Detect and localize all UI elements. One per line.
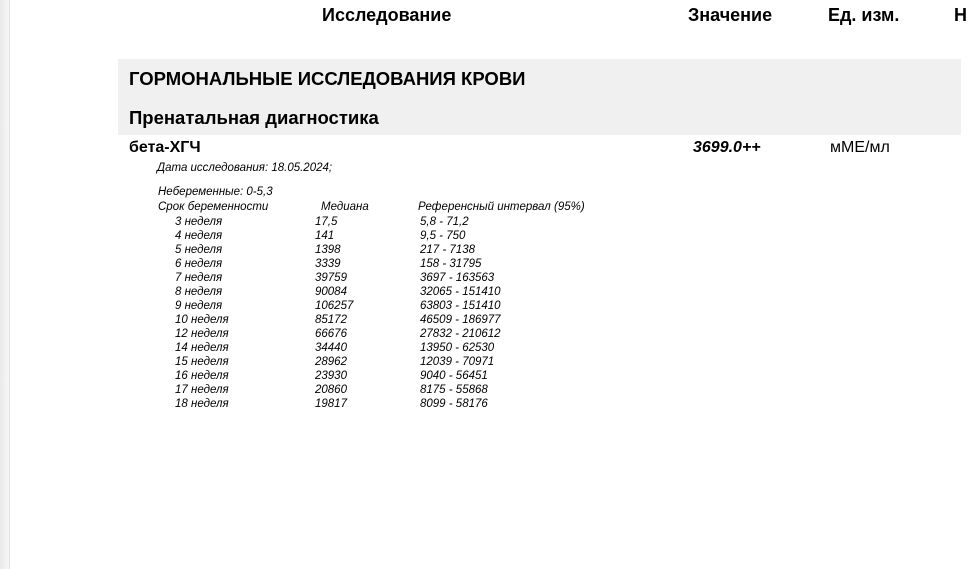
ref-median-cell: 17,5 bbox=[315, 216, 338, 228]
header-cut-column: Н bbox=[954, 5, 967, 25]
ref-header-median: Медиана bbox=[321, 201, 369, 213]
ref-median-cell: 20860 bbox=[315, 384, 347, 396]
section-title: ГОРМОНАЛЬНЫЕ ИССЛЕДОВАНИЯ КРОВИ bbox=[129, 68, 526, 89]
ref-week-cell: 3 неделя bbox=[175, 216, 223, 228]
test-unit: мМЕ/мл bbox=[830, 139, 890, 156]
ref-week-cell: 5 неделя bbox=[175, 244, 223, 256]
ref-median-cell: 23930 bbox=[315, 370, 347, 382]
ref-week-cell: 16 неделя bbox=[175, 370, 229, 382]
ref-median-cell: 141 bbox=[315, 230, 335, 242]
page-left-edge bbox=[0, 0, 10, 569]
test-value: 3699.0++ bbox=[693, 139, 761, 156]
test-name: бета-ХГЧ bbox=[129, 139, 201, 156]
nonpregnant-reference: Небеременные: 0-5,3 bbox=[158, 186, 273, 198]
ref-week-cell: 15 неделя bbox=[175, 356, 229, 368]
ref-interval-cell: 3697 - 163563 bbox=[420, 272, 495, 284]
header-value: Значение bbox=[688, 5, 773, 25]
ref-median-cell: 39759 bbox=[315, 272, 347, 284]
ref-header-interval: Референсный интервал (95%) bbox=[418, 201, 585, 213]
ref-interval-cell: 8175 - 55868 bbox=[420, 384, 488, 396]
ref-median-cell: 85172 bbox=[315, 314, 347, 326]
subsection-title: Пренатальная диагностика bbox=[129, 107, 379, 128]
ref-week-cell: 8 неделя bbox=[175, 286, 223, 298]
ref-median-cell: 28962 bbox=[315, 356, 347, 368]
ref-median-cell: 3339 bbox=[315, 258, 341, 270]
ref-interval-cell: 46509 - 186977 bbox=[420, 314, 501, 326]
ref-week-cell: 14 неделя bbox=[175, 342, 229, 354]
ref-interval-cell: 13950 - 62530 bbox=[420, 342, 495, 354]
ref-median-cell: 66676 bbox=[315, 328, 347, 340]
ref-interval-cell: 12039 - 70971 bbox=[420, 356, 495, 368]
ref-interval-cell: 27832 - 210612 bbox=[420, 328, 501, 340]
ref-header-week: Срок беременности bbox=[158, 201, 269, 213]
ref-interval-cell: 32065 - 151410 bbox=[420, 286, 501, 298]
ref-interval-cell: 158 - 31795 bbox=[420, 258, 482, 270]
ref-week-cell: 17 неделя bbox=[175, 384, 229, 396]
ref-median-cell: 90084 bbox=[315, 286, 347, 298]
ref-week-cell: 12 неделя bbox=[175, 328, 229, 340]
ref-median-cell: 34440 bbox=[315, 342, 347, 354]
ref-week-cell: 9 неделя bbox=[175, 300, 223, 312]
ref-week-cell: 18 неделя bbox=[175, 398, 229, 410]
ref-week-cell: 6 неделя bbox=[175, 258, 223, 270]
test-date: Дата исследования: 18.05.2024; bbox=[157, 162, 333, 174]
ref-week-cell: 7 неделя bbox=[175, 272, 223, 284]
ref-median-cell: 106257 bbox=[315, 300, 354, 312]
header-unit: Ед. изм. bbox=[828, 5, 900, 25]
header-test: Исследование bbox=[322, 5, 452, 25]
ref-interval-cell: 217 - 7138 bbox=[420, 244, 475, 256]
ref-interval-cell: 9,5 - 750 bbox=[420, 230, 466, 242]
ref-week-cell: 10 неделя bbox=[175, 314, 229, 326]
ref-week-cell: 4 неделя bbox=[175, 230, 223, 242]
ref-interval-cell: 63803 - 151410 bbox=[420, 300, 501, 312]
ref-interval-cell: 8099 - 58176 bbox=[420, 398, 488, 410]
ref-median-cell: 1398 bbox=[315, 244, 341, 256]
ref-interval-cell: 5,8 - 71,2 bbox=[420, 216, 469, 228]
ref-median-cell: 19817 bbox=[315, 398, 347, 410]
ref-interval-cell: 9040 - 56451 bbox=[420, 370, 488, 382]
